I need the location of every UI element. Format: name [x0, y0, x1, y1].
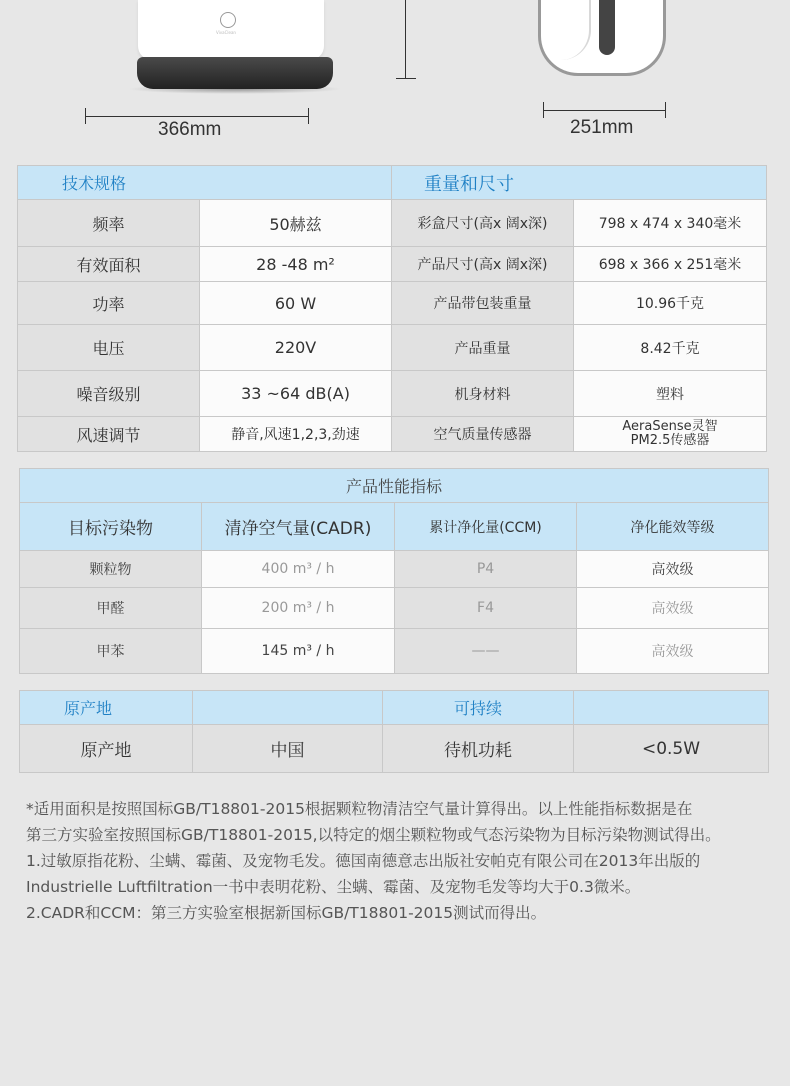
- spec-value: 698 x 366 x 251毫米: [574, 247, 767, 282]
- origin-header-blank: [193, 691, 383, 725]
- spec-value: 50赫兹: [200, 200, 392, 247]
- origin-table: [19, 690, 769, 773]
- origin-header-blank: [574, 691, 769, 725]
- depth-label: 251mm: [570, 117, 634, 138]
- spec-value: 10.96千克: [574, 282, 767, 325]
- table-row: [20, 551, 769, 588]
- spec-header-right: 重量和尺寸: [392, 166, 767, 200]
- height-dimension-line: [405, 0, 406, 78]
- brand-logo-icon: [220, 12, 236, 28]
- cadr-cell: 145 m³ / h: [202, 629, 395, 674]
- grade-cell: 高效级: [577, 588, 769, 629]
- pollutant-cell: 甲醛: [20, 588, 202, 629]
- column-header: 目标污染物: [20, 503, 202, 551]
- table-row: [18, 417, 767, 452]
- footnote-line: 2.CADR和CCM：第三方实验室根据新国标GB/T18801-2015测试而得出。: [26, 904, 547, 922]
- product-dimension-illustration: [0, 0, 790, 160]
- depth-tick-right: [665, 102, 666, 118]
- spec-table: [17, 165, 767, 452]
- table-row: [20, 725, 769, 773]
- spec-header-row: [18, 166, 767, 200]
- footnotes: [26, 796, 776, 926]
- width-label: 366mm: [158, 119, 222, 140]
- column-header: 清净空气量(CADR): [202, 503, 395, 551]
- column-header: 累计净化量(CCM): [395, 503, 577, 551]
- origin-header-row: [20, 691, 769, 725]
- spec-value: 33 ~64 dB(A): [200, 371, 392, 417]
- table-row: [18, 371, 767, 417]
- standby-value: <0.5W: [574, 725, 769, 773]
- table-row: [20, 629, 769, 674]
- spec-value: 60 W: [200, 282, 392, 325]
- width-dimension-line: [85, 116, 309, 117]
- table-row: [18, 325, 767, 371]
- purifier-base: [137, 57, 333, 89]
- spec-value: 220V: [200, 325, 392, 371]
- origin-header-right: 可持续: [383, 691, 574, 725]
- spec-key: 空气质量传感器: [392, 417, 574, 452]
- width-tick-left: [85, 108, 86, 124]
- ccm-cell: P4: [395, 551, 577, 588]
- spec-key: 功率: [18, 282, 200, 325]
- cadr-cell: 400 m³ / h: [202, 551, 395, 588]
- spec-value: 静音,风速1,2,3,劲速: [200, 417, 392, 452]
- performance-title: 产品性能指标: [20, 469, 769, 503]
- cadr-cell: 200 m³ / h: [202, 588, 395, 629]
- ccm-cell: F4: [395, 588, 577, 629]
- footnote-line: *适用面积是按照国标GB/T18801-2015根据颗粒物清洁空气量计算得出。以上性能指标数据是在: [26, 800, 693, 818]
- depth-tick-left: [543, 102, 544, 118]
- table-row: [18, 200, 767, 247]
- brand-mark: VivaClean: [216, 30, 236, 35]
- ccm-cell: ——: [395, 629, 577, 674]
- spec-key: 风速调节: [18, 417, 200, 452]
- spec-value: 28 -48 m²: [200, 247, 392, 282]
- grade-cell: 高效级: [577, 629, 769, 674]
- height-tick: [396, 78, 416, 79]
- side-curve: [549, 0, 591, 60]
- spec-key: 彩盒尺寸(高x 阔x深): [392, 200, 574, 247]
- purifier-front-image: [138, 0, 324, 60]
- spec-key: 产品重量: [392, 325, 574, 371]
- spec-key: 有效面积: [18, 247, 200, 282]
- table-row: [18, 247, 767, 282]
- origin-value: 中国: [193, 725, 383, 773]
- sensor-type: PM2.5传感器: [630, 433, 710, 448]
- spec-value: 8.42千克: [574, 325, 767, 371]
- purifier-side-image: [538, 0, 666, 76]
- standby-key: 待机功耗: [383, 725, 574, 773]
- width-tick-right: [308, 108, 309, 124]
- performance-header-row: [20, 469, 769, 503]
- performance-column-headers: [20, 503, 769, 551]
- performance-table: [19, 468, 769, 674]
- footnote-line: Industrielle Luftfiltration一书中表明花粉、尘螨、霉菌、及宠物毛发等均大于0.3微米。: [26, 878, 641, 896]
- footnote-line: 第三方实验室按照国标GB/T18801-2015,以特定的烟尘颗粒物或气态污染物为目标污染物测试得出。: [26, 826, 721, 844]
- table-row: [20, 588, 769, 629]
- side-stripe: [599, 0, 615, 55]
- footnote-line: 1.过敏原指花粉、尘螨、霉菌、及宠物毛发。德国南德意志出版社安帕克有限公司在2013年出版的: [26, 852, 701, 870]
- table-row: [18, 282, 767, 325]
- spec-key: 产品尺寸(高x 阔x深): [392, 247, 574, 282]
- spec-key: 产品带包装重量: [392, 282, 574, 325]
- spec-value: [574, 417, 767, 452]
- column-header: 净化能效等级: [577, 503, 769, 551]
- spec-value: 798 x 474 x 340毫米: [574, 200, 767, 247]
- origin-header-left: 原产地: [20, 691, 193, 725]
- pollutant-cell: 颗粒物: [20, 551, 202, 588]
- spec-key: 噪音级别: [18, 371, 200, 417]
- grade-cell: 高效级: [577, 551, 769, 588]
- spec-value: 塑料: [574, 371, 767, 417]
- sensor-name: AeraSense灵智: [622, 419, 718, 434]
- origin-key: 原产地: [20, 725, 193, 773]
- pollutant-cell: 甲苯: [20, 629, 202, 674]
- spec-header-left: 技术规格: [18, 166, 392, 200]
- depth-dimension-line: [543, 110, 665, 111]
- spec-key: 频率: [18, 200, 200, 247]
- spec-key: 电压: [18, 325, 200, 371]
- spec-key: 机身材料: [392, 371, 574, 417]
